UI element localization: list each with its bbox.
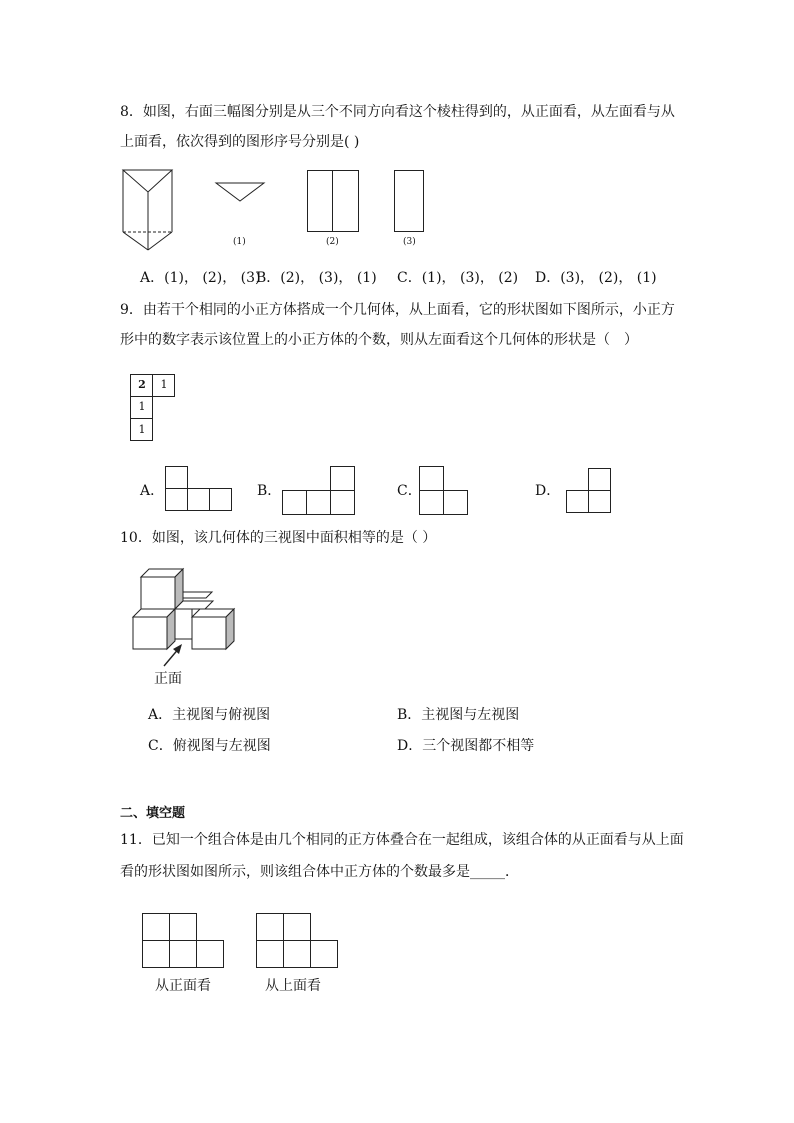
q9-option-b-figure xyxy=(282,466,356,516)
top-view-figure xyxy=(256,913,340,971)
grid-number: 1 xyxy=(160,378,168,391)
q9-option-c-label: C． xyxy=(397,483,422,499)
q8-option-c: C．(1)， (3)， (2) xyxy=(397,270,519,286)
q9-option-d-label: D． xyxy=(535,483,561,499)
q9-option-c-figure xyxy=(419,466,471,516)
view-2-divider xyxy=(332,170,333,232)
front-view-caption: 从正面看 xyxy=(155,978,211,994)
q9-option-d-figure xyxy=(566,468,612,514)
q10-text-line1: 10．如图，该几何体的三视图中面积相等的是（ ） xyxy=(120,530,437,546)
q8-text-line2: 上面看，依次得到的图形序号分别是( ) xyxy=(120,134,360,150)
view-2-rect xyxy=(307,170,359,232)
q10-option-a: A．主视图与俯视图 xyxy=(148,707,271,723)
q9-text-line2: 形中的数字表示该位置上的小正方体的个数，则从左面看这个几何体的形状是（ ） xyxy=(120,332,638,348)
grid-number: 2 xyxy=(138,378,146,391)
q9-option-b-label: B． xyxy=(257,483,282,499)
q8-option-b: B．(2)， (3)， (1) xyxy=(256,270,377,286)
q11-text-line2: 看的形状图如图所示，则该组合体中正方体的个数最多是_____． xyxy=(120,864,519,880)
q10-option-b: B．主视图与左视图 xyxy=(397,707,520,723)
view-3-caption: (3) xyxy=(403,237,416,247)
q11-text-line1: 11．已知一个组合体是由几个相同的正方体叠合在一起组成，该组合体的从正面看与从上面 xyxy=(120,832,684,848)
prism-figure xyxy=(120,168,180,252)
q10-option-c: C．俯视图与左视图 xyxy=(148,738,271,754)
arrow-icon xyxy=(160,642,186,668)
q8-option-d: D．(3)， (2)， (1) xyxy=(535,270,657,286)
q9-option-a-figure xyxy=(165,466,233,514)
view-1-triangle xyxy=(214,182,266,204)
q8-option-a: A．(1)， (2)， (3) xyxy=(140,270,261,286)
front-view-figure xyxy=(142,913,226,971)
view-2-caption: (2) xyxy=(326,237,339,247)
top-view-caption: 从上面看 xyxy=(265,978,321,994)
q10-option-d: D．三个视图都不相等 xyxy=(397,738,535,754)
grid-number: 1 xyxy=(138,400,146,413)
q9-option-a-label: A． xyxy=(140,483,165,499)
view-3-rect xyxy=(394,170,424,232)
section-title: 二、填空题 xyxy=(120,806,186,821)
grid-number: 1 xyxy=(138,423,146,436)
q8-text-line1: 8．如图，右面三幅图分别是从三个不同方向看这个棱柱得到的，从正面看，从左面看与从 xyxy=(120,104,675,120)
front-label: 正面 xyxy=(154,671,182,687)
q9-text-line1: 9．由若干个相同的小正方体搭成一个几何体，从上面看，它的形状图如下图所示，小正方 xyxy=(120,302,675,318)
view-1-caption: (1) xyxy=(233,237,246,247)
